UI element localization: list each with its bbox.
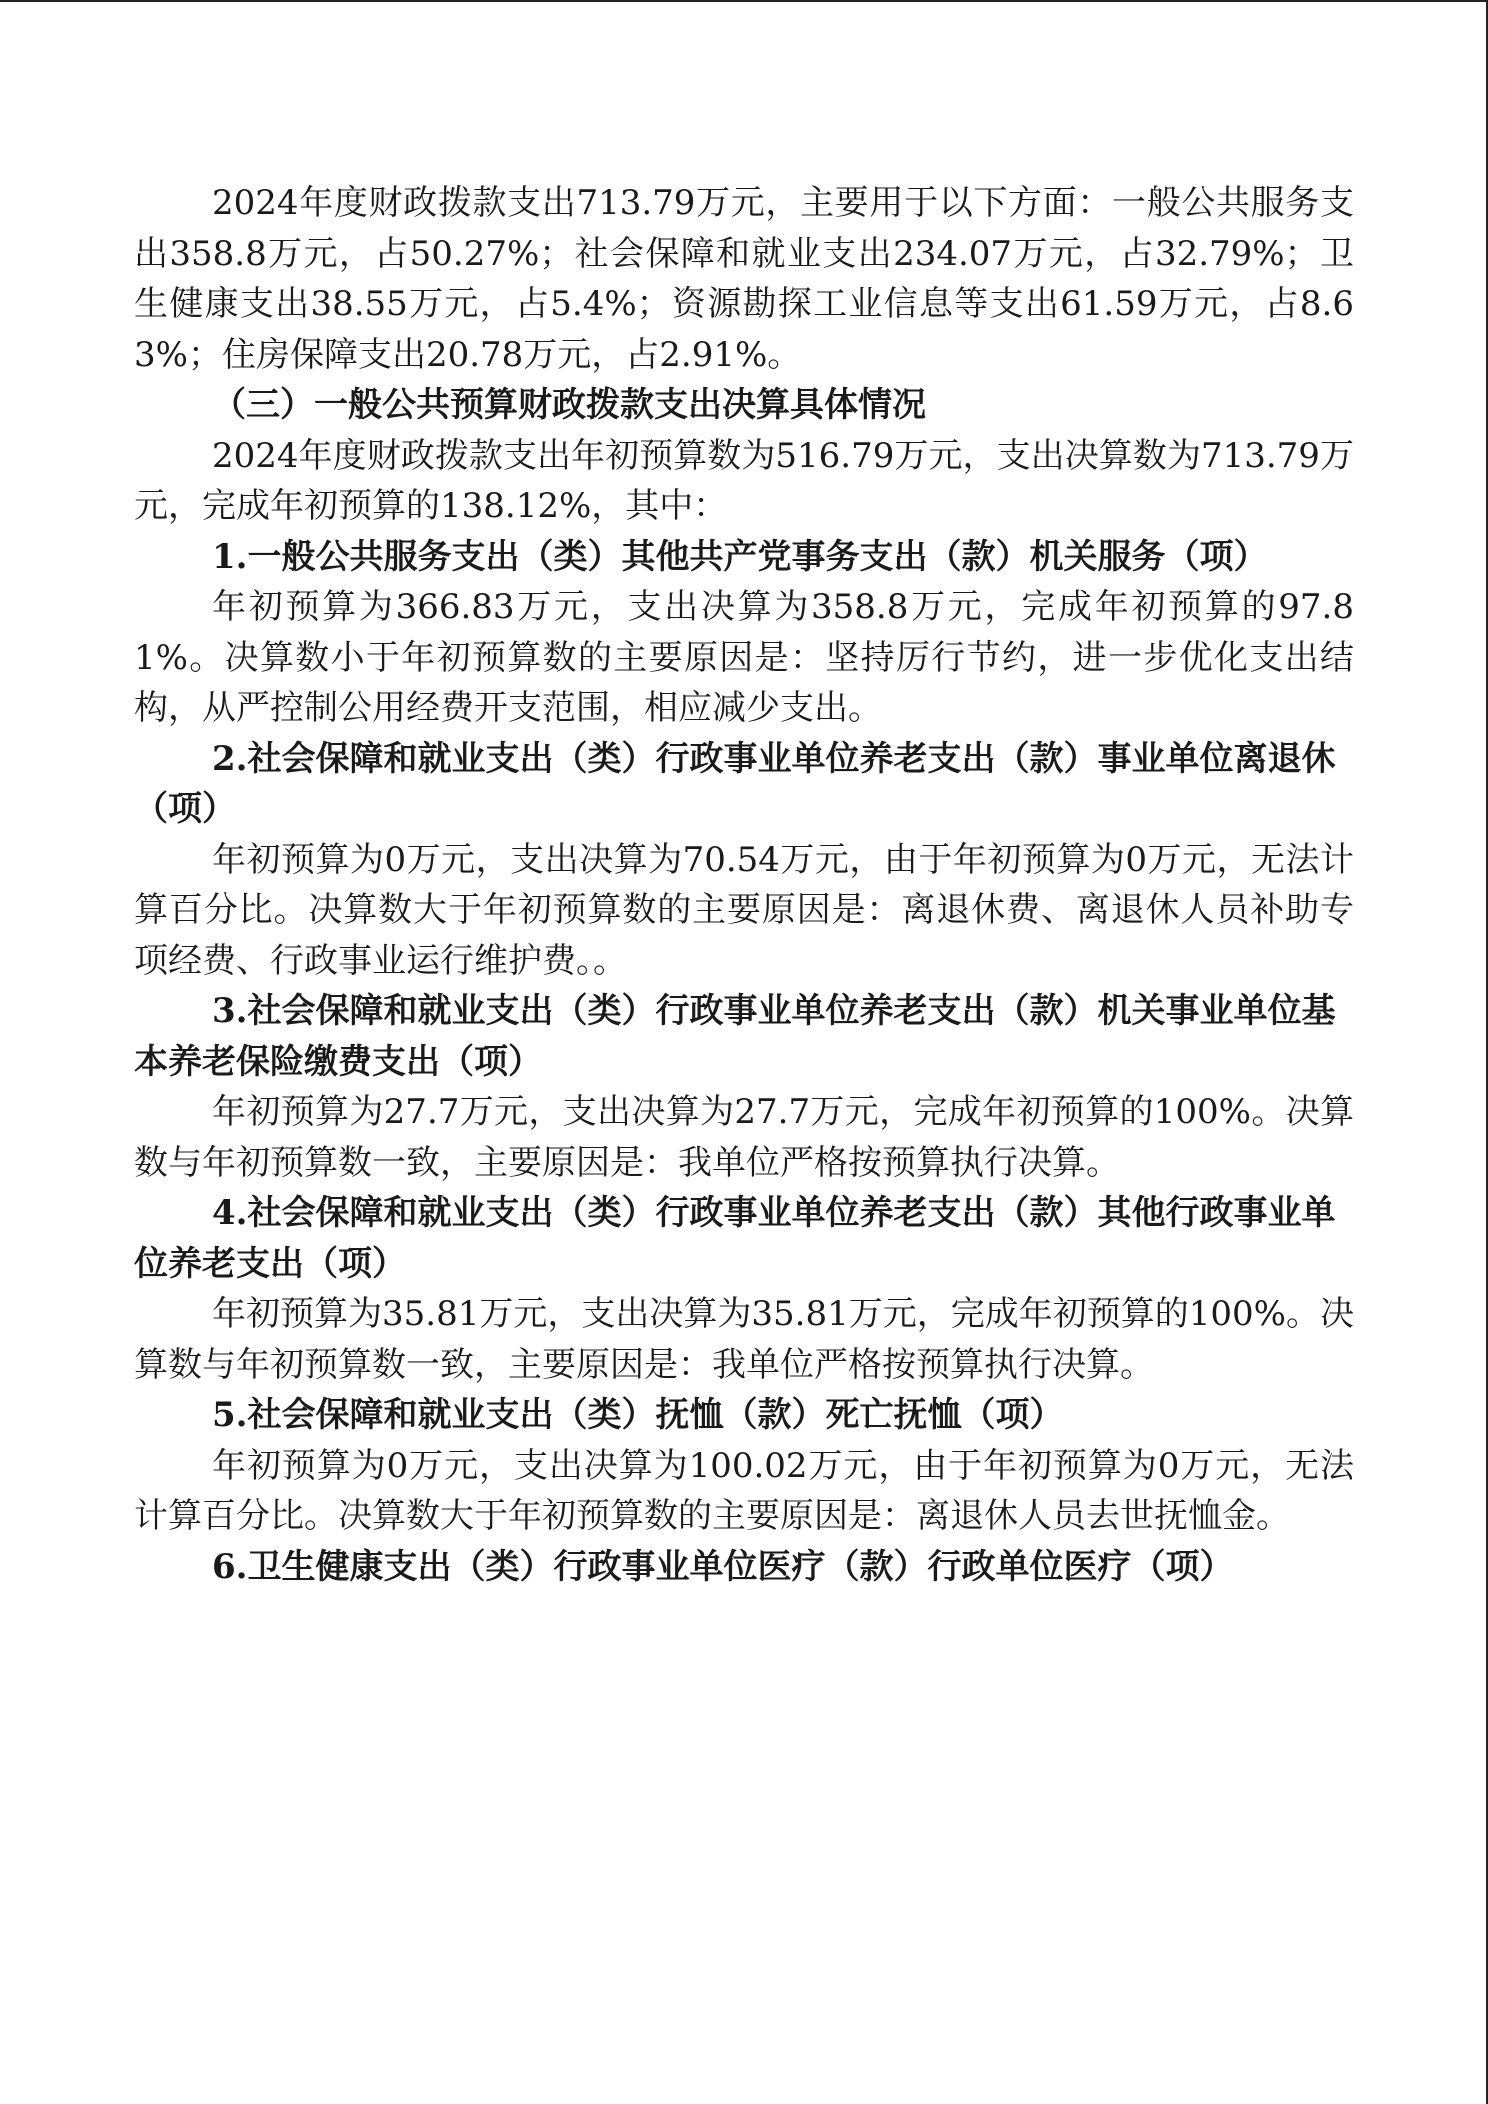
item-paragraph-3: 年初预算为27.7万元，支出决算为27.7万元，完成年初预算的100%。决算数与年初预算数一致，主要原因是：我单位严格按预算执行决算。 bbox=[134, 1092, 1354, 1183]
item-paragraph-4: 年初预算为35.81万元，支出决算为35.81万元，完成年初预算的100%。决算数与年初预算数一致，主要原因是：我单位严格按预算执行决算。 bbox=[134, 1294, 1354, 1385]
item-heading-5: 5.社会保障和就业支出（类）抚恤（款）死亡抚恤（项） bbox=[212, 1395, 1064, 1435]
paragraph-expenditure-summary: 2024年度财政拨款支出713.79万元，主要用于以下方面：一般公共服务支出358.8万元，占50.27%；社会保障和就业支出234.07万元，占32.79%；卫生健康支出38.55万元，占5.4%；资源勘探工业信息等支出61.59万元，占8.63%；住房保障支出20.78万元，占2.91%。 bbox=[134, 183, 1354, 375]
document-body bbox=[134, 178, 1354, 1592]
item-paragraph-2: 年初预算为0万元，支出决算为70.54万元，由于年初预算为0万元，无法计算百分比。决算数大于年初预算数的主要原因是：离退休费、离退休人员补助专项经费、行政事业运行维护费。。 bbox=[134, 839, 1354, 981]
item-heading-3: 3.社会保障和就业支出（类）行政事业单位养老支出（款）机关事业单位基本养老保险缴费支出（项） bbox=[134, 991, 1336, 1082]
item-heading-1: 1.一般公共服务支出（类）其他共产党事务支出（款）机关服务（项） bbox=[212, 536, 1268, 577]
item-heading-6: 6.卫生健康支出（类）行政事业单位医疗（款）行政单位医疗（项） bbox=[212, 1546, 1234, 1587]
section-heading-3: （三）一般公共预算财政拨款支出决算具体情况 bbox=[212, 385, 926, 425]
item-heading-2: 2.社会保障和就业支出（类）行政事业单位养老支出（款）事业单位离退休（项） bbox=[134, 738, 1336, 829]
item-paragraph-5: 年初预算为0万元，支出决算为100.02万元，由于年初预算为0万元，无法计算百分比。决算数大于年初预算数的主要原因是：离退休人员去世抚恤金。 bbox=[134, 1445, 1354, 1536]
item-heading-4: 4.社会保障和就业支出（类）行政事业单位养老支出（款）其他行政事业单位养老支出（项） bbox=[134, 1193, 1336, 1284]
paragraph-budget-overview: 2024年度财政拨款支出年初预算数为516.79万元，支出决算数为713.79万元，完成年初预算的138.12%，其中： bbox=[134, 435, 1354, 526]
item-paragraph-1: 年初预算为366.83万元，支出决算为358.8万元，完成年初预算的97.81%。决算数小于年初预算数的主要原因是：坚持厉行节约，进一步优化支出结构，从严控制公用经费开支范围，相应减少支出。 bbox=[134, 587, 1354, 728]
